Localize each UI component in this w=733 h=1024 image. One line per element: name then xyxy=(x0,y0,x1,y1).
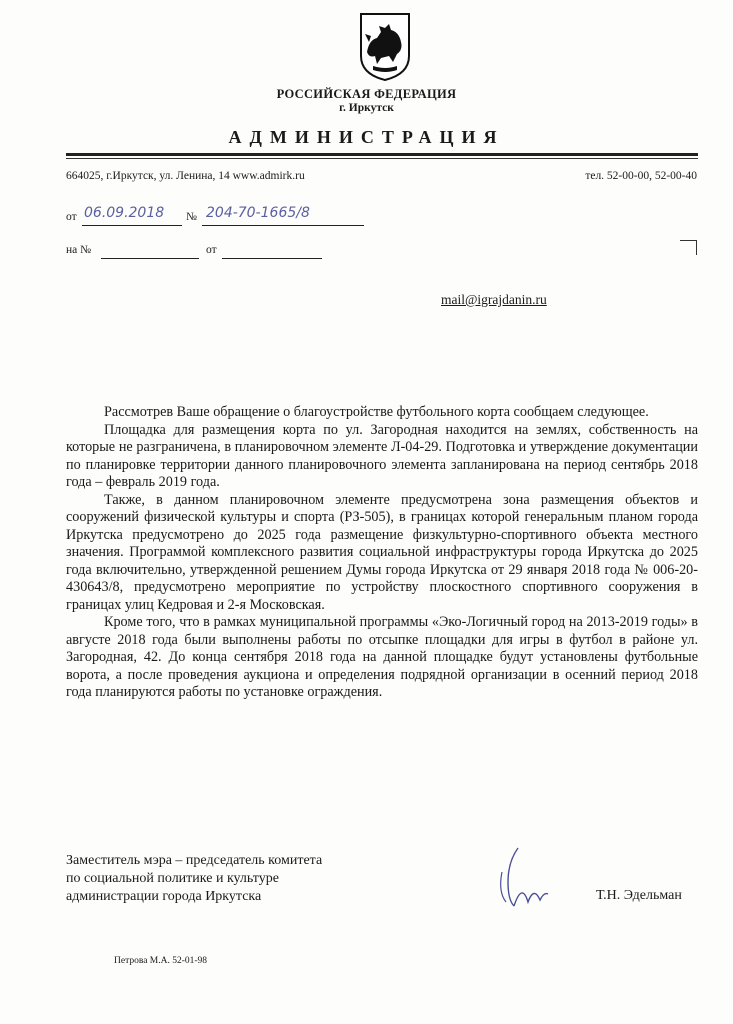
signatory-name: Т.Н. Эдельман xyxy=(596,888,682,903)
position-line: администрации города Иркутска xyxy=(66,889,262,904)
date-underline xyxy=(82,225,182,226)
signatory-position xyxy=(66,852,322,906)
ref-date-underline xyxy=(222,258,322,259)
coat-of-arms-icon xyxy=(359,12,411,82)
position-line: по социальной политике и культуре xyxy=(66,871,279,886)
body-paragraph: Кроме того, что в рамках муниципальной программы «Эко-Логичный город на 2013-2019 годы» в августе 2018 года были выполнены работы по отсыпке площадки для игры в футбол в районе ул. Загородная, 42. До конца сентября 2018 года на данной площадке будут установлены футбольные ворота, а после проведения аукциона и определения подрядной организации в осенний период 2018 года планируются работы по установке ограждения. xyxy=(66,614,698,700)
handwritten-signature xyxy=(478,842,558,922)
letter-body xyxy=(66,404,698,702)
body-paragraph: Рассмотрев Ваше обращение о благоустройстве футбольного корта сообщаем следующее. xyxy=(104,404,649,420)
from-label: от xyxy=(66,211,77,223)
ref-number-label: на № xyxy=(66,244,92,256)
body-paragraph: Также, в данном планировочном элементе предусмотрена зона размещения объектов и сооружений физической культуры и спорта (РЗ-505), в границах которой генеральным планом города Иркутска предусмотрено до 2025 года размещение физкультурно-спортивного объекта местного значения. Программой комплексного развития социальной инфраструктуры города Иркутска до 2025 года включительно, утвержденной решением Думы города Иркутска от 29 января 2018 года № 006-20-430643/8, предусмотрено мероприятие по устройству плоскостного спортивного сооружения в границах улиц Кедровая и 2-я Московская. xyxy=(66,491,698,613)
address-block-corner-mark xyxy=(680,240,697,255)
ref-number-underline xyxy=(101,258,199,259)
organization-phone: тел. 52-00-00, 52-00-40 xyxy=(585,170,697,182)
ref-date-label: от xyxy=(206,244,217,256)
organization-address: 664025, г.Иркутск, ул. Ленина, 14 www.admirk.ru xyxy=(66,170,305,182)
position-line: Заместитель мэра – председатель комитета xyxy=(66,853,323,868)
city-title: г. Иркутск xyxy=(339,102,394,114)
header-divider-thin xyxy=(66,158,698,159)
registration-line xyxy=(66,207,386,227)
number-label: № xyxy=(186,211,197,223)
number-underline xyxy=(202,225,364,226)
body-paragraph: Площадка для размещения корта по ул. Загородная находится на землях, собственность на которые не разграничена, в планировочном элементе Л-04-29. Подготовка и утверждение документации по планировке территории данного планировочного элемента запланирована на период сентябрь 2018 года – февраль 2019 года. xyxy=(66,421,698,490)
country-title: РОССИЙСКАЯ ФЕДЕРАЦИЯ xyxy=(276,87,457,101)
recipient-email[interactable]: mail@igrajdanin.ru xyxy=(441,292,547,307)
reference-line xyxy=(66,244,366,264)
handwritten-date: 06.09.2018 xyxy=(84,205,165,221)
header-divider-thick xyxy=(66,153,698,156)
handwritten-number: 204-70-1665/8 xyxy=(206,205,310,221)
executor-info: Петрова М.А. 52-01-98 xyxy=(114,956,208,966)
organization-title: АДМИНИСТРАЦИЯ xyxy=(228,127,505,147)
